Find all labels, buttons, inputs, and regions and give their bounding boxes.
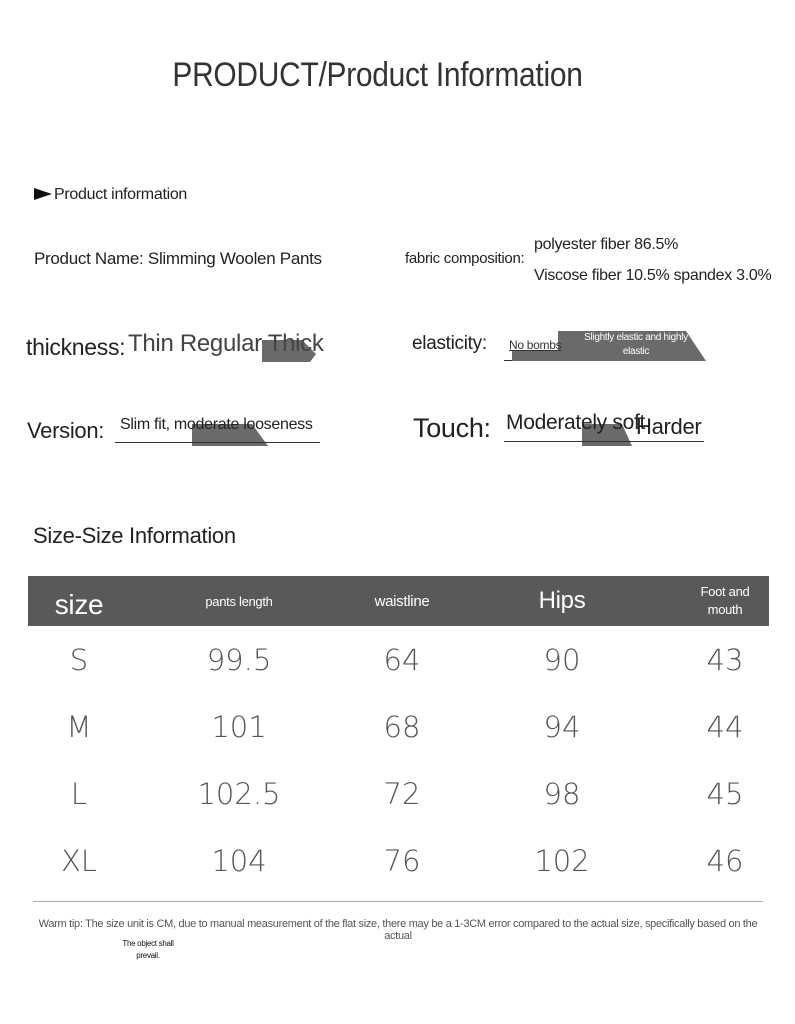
cell-pants-length: 101	[211, 709, 267, 744]
underline	[504, 441, 704, 442]
cell-waistline: 76	[383, 843, 421, 878]
warm-tip-tail	[118, 938, 178, 962]
fabric-line-1: polyester fiber 86.5%	[534, 236, 679, 253]
divider	[33, 901, 763, 902]
cell-pants-length: 102.5	[197, 776, 281, 811]
cell-waistline: 72	[383, 776, 421, 811]
table-row	[28, 827, 769, 894]
fabric-label: fabric composition:	[405, 250, 525, 267]
header-size: size	[54, 589, 104, 620]
cell-hips: 94	[543, 709, 581, 744]
header-foot-mouth	[640, 576, 795, 626]
thickness-value: Thin Regular Thick	[128, 330, 324, 357]
version-label: Version:	[27, 418, 105, 443]
size-section-title: Size-Size Information	[33, 523, 236, 548]
fabric-line-2: Viscose fiber 10.5% spandex 3.0%	[534, 267, 772, 284]
section-heading	[34, 186, 187, 204]
page-title: PRODUCT/Product Information	[172, 56, 583, 94]
cell-foot-mouth: 44	[706, 709, 744, 744]
cell-size: M	[66, 709, 92, 744]
elasticity-value-2-line-2: elastic	[622, 346, 650, 357]
cell-hips: 90	[543, 642, 581, 677]
product-name: Product Name: Slimming Woolen Pants	[34, 249, 322, 268]
cell-hips: 98	[543, 776, 581, 811]
header-hips: Hips	[538, 587, 586, 614]
section-heading-label: Product information	[54, 186, 188, 203]
elasticity-value-2	[566, 331, 706, 359]
warm-tip-tail-line-2: prevail.	[136, 951, 160, 960]
table-header	[28, 576, 769, 626]
touch-label: Touch:	[413, 413, 491, 443]
cell-hips: 102	[534, 843, 590, 878]
touch-value-2: Harder	[636, 414, 702, 439]
table-row	[28, 626, 769, 693]
elasticity-value-2-line-1: Slightly elastic and highly	[584, 332, 688, 343]
elasticity-value-1: No bombs	[509, 338, 562, 352]
touch-value-1: Moderately soft	[506, 411, 646, 434]
warm-tip-tail-line-1: The object shall	[122, 939, 174, 948]
cell-foot-mouth: 46	[706, 843, 744, 878]
version-value: Slim fit, moderate looseness	[120, 416, 313, 433]
cell-size: S	[69, 642, 89, 677]
thickness-label: thickness:	[26, 334, 126, 360]
header-foot-mouth-line-1: Foot and	[700, 584, 750, 599]
cell-pants-length: 99.5	[206, 642, 272, 677]
header-waistline: waistline	[374, 592, 430, 610]
table-row	[28, 760, 769, 827]
header-foot-mouth-line-2: mouth	[707, 602, 743, 617]
underline	[115, 442, 320, 443]
header-pants-length: pants length	[205, 593, 273, 609]
cell-waistline: 68	[383, 709, 421, 744]
cell-pants-length: 104	[211, 843, 267, 878]
cell-waistline: 64	[383, 642, 421, 677]
arrow-icon	[34, 188, 52, 200]
size-table	[28, 576, 769, 894]
cell-foot-mouth: 45	[706, 776, 744, 811]
warm-tip: Warm tip: The size unit is CM, due to manual measurement of the flat size, there may be a 1-3CM error compared to the actual size, specifically based on the actual	[38, 918, 758, 942]
cell-foot-mouth: 43	[706, 642, 744, 677]
elasticity-label: elasticity:	[412, 333, 487, 354]
table-row	[28, 693, 769, 760]
cell-size: L	[70, 776, 88, 811]
cell-size: XL	[60, 843, 98, 878]
